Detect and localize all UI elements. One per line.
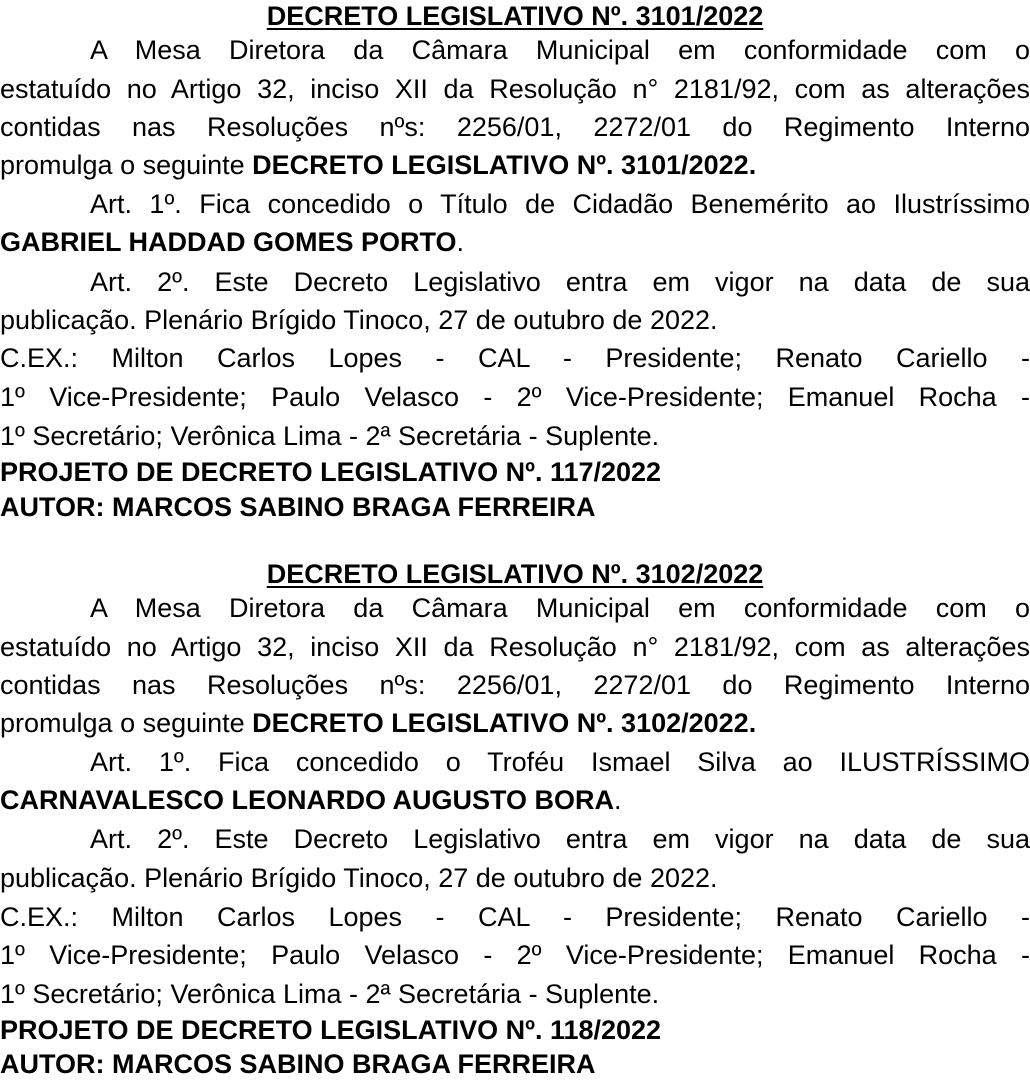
- article-2-line: Art. 2º. Este Decreto Legislativo entra em vigor na data de sua: [90, 267, 1030, 297]
- decree-title: DECRETO LEGISLATIVO Nº. 3102/2022: [266, 559, 764, 589]
- article-1-honoree-line: [0, 226, 1030, 258]
- cex-line: C.EX.: Milton Carlos Lopes - CAL - Presidente; Renato Cariello -: [0, 343, 1030, 373]
- preamble-text: promulga o seguinte: [0, 150, 253, 180]
- preamble-text: promulga o seguinte: [0, 708, 253, 738]
- cex-line: 1º Vice-Presidente; Paulo Velasco - 2º Vice-Presidente; Emanuel Rocha -: [0, 940, 1030, 970]
- cex-line: 1º Secretário; Verônica Lima - 2ª Secretária - Suplente.: [0, 979, 660, 1009]
- article-1-honoree-line: [0, 784, 1030, 816]
- cex-line: 1º Secretário; Verônica Lima - 2ª Secretária - Suplente.: [0, 421, 660, 451]
- decree-title: DECRETO LEGISLATIVO Nº. 3101/2022: [266, 1, 764, 31]
- projeto-heading: PROJETO DE DECRETO LEGISLATIVO Nº. 118/2022: [0, 1015, 662, 1045]
- preamble-closing: [0, 707, 1030, 739]
- article-1-line: Art. 1º. Fica concedido o Título de Cidadão Benemérito ao Ilustríssimo: [90, 189, 1030, 219]
- honoree-period: .: [456, 227, 465, 257]
- preamble-line: A Mesa Diretora da Câmara Municipal em conformidade com o: [90, 35, 1030, 65]
- preamble-closing: [0, 149, 1030, 181]
- preamble-line: contidas nas Resoluções nºs: 2256/01, 2272/01 do Regimento Interno: [0, 670, 1030, 700]
- preamble-decree-number: DECRETO LEGISLATIVO Nº. 3102/2022.: [252, 708, 757, 738]
- cex-line: C.EX.: Milton Carlos Lopes - CAL - Presidente; Renato Cariello -: [0, 902, 1030, 932]
- preamble-line: estatuído no Artigo 32, inciso XII da Resolução n° 2181/92, com as alterações: [0, 632, 1030, 662]
- honoree-period: .: [614, 785, 622, 815]
- honoree-name: GABRIEL HADDAD GOMES PORTO: [0, 227, 457, 257]
- article-2-line: Art. 2º. Este Decreto Legislativo entra em vigor na data de sua: [90, 824, 1030, 854]
- preamble-line: estatuído no Artigo 32, inciso XII da Resolução n° 2181/92, com as alterações: [0, 74, 1030, 104]
- preamble-decree-number: DECRETO LEGISLATIVO Nº. 3101/2022.: [252, 150, 757, 180]
- article-1-line: Art. 1º. Fica concedido o Troféu Ismael Silva ao ILUSTRÍSSIMO: [90, 747, 1030, 777]
- preamble-line: A Mesa Diretora da Câmara Municipal em conformidade com o: [90, 593, 1030, 623]
- honoree-name: CARNAVALESCO LEONARDO AUGUSTO BORA: [0, 785, 615, 815]
- article-2-line: publicação. Plenário Brígido Tinoco, 27 de outubro de 2022.: [0, 863, 718, 893]
- projeto-heading: PROJETO DE DECRETO LEGISLATIVO Nº. 117/2022: [0, 457, 662, 487]
- autor-heading: AUTOR: MARCOS SABINO BRAGA FERREIRA: [0, 1049, 596, 1079]
- article-2-line: publicação. Plenário Brígido Tinoco, 27 de outubro de 2022.: [0, 305, 718, 335]
- cex-line: 1º Vice-Presidente; Paulo Velasco - 2º Vice-Presidente; Emanuel Rocha -: [0, 382, 1030, 412]
- autor-heading: AUTOR: MARCOS SABINO BRAGA FERREIRA: [0, 492, 596, 522]
- preamble-line: contidas nas Resoluções nºs: 2256/01, 2272/01 do Regimento Interno: [0, 112, 1030, 142]
